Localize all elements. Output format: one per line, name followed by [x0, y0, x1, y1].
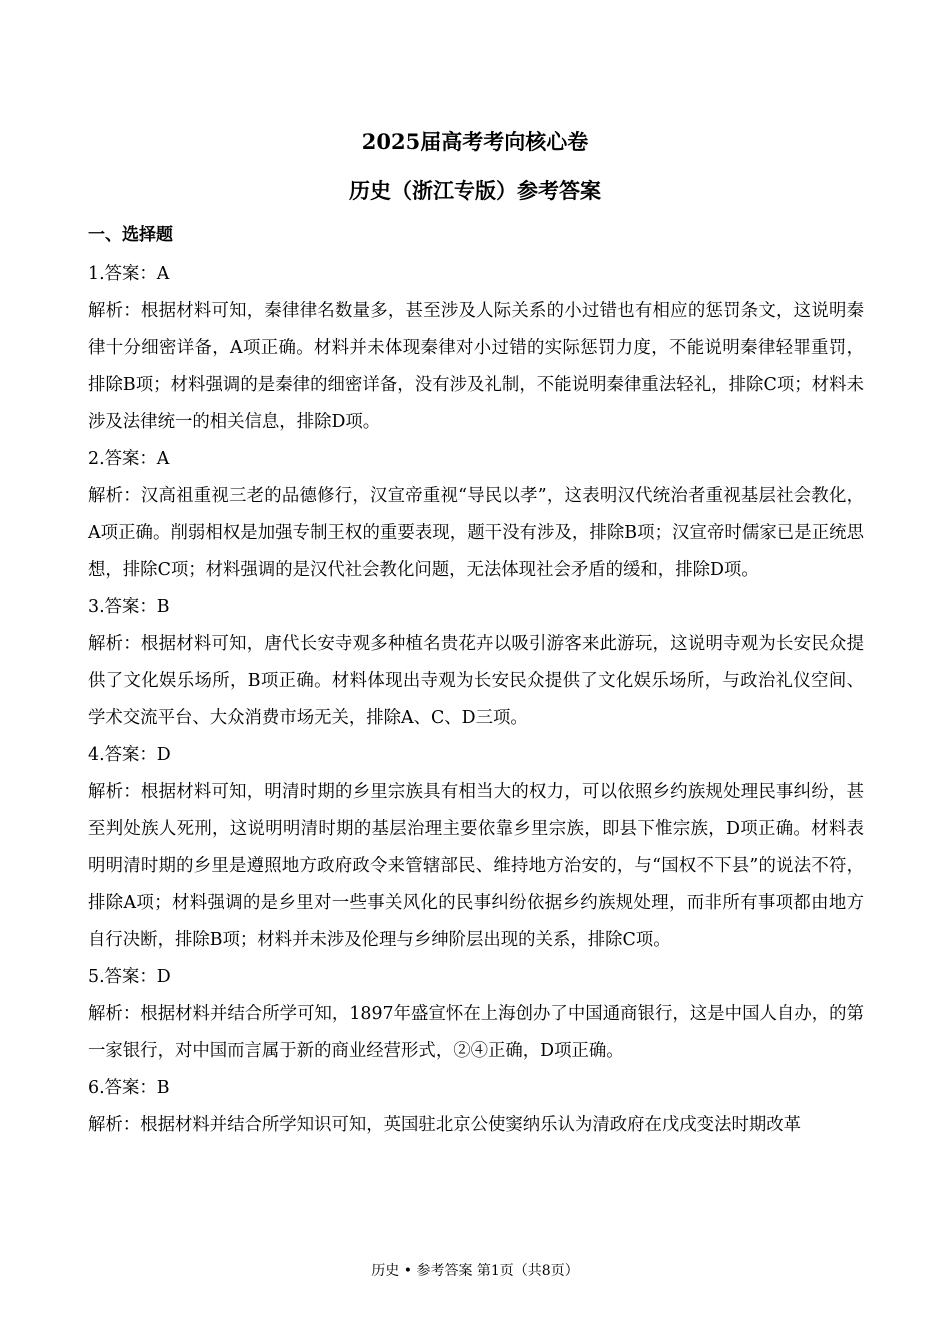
answer-line: 5.答案：D: [88, 967, 171, 987]
section-heading: 一、选择题: [88, 225, 173, 245]
explanation-paragraph: 解析：根据材料可知，秦律律名数量多，甚至涉及人际关系的小过错也有相应的惩罚条文，这说明秦律十分细密详备，A项正确。材料并未体现秦律对小过错的实际惩罚力度，不能说明秦律轻罪重罚，排除B项；材料强调的是秦律的细密详备，没有涉及礼制，不能说明秦律重法轻礼，排除C项；材料未涉及法律统一的相关信息，排除D项。: [88, 301, 864, 432]
answer-line: 1.答案：A: [88, 264, 170, 284]
document-subtitle: 历史（浙江专版）参考答案: [349, 178, 601, 203]
explanation-paragraph: 解析：根据材料并结合所学可知，1897年盛宣怀在上海创办了中国通商银行，这是中国人自办，的第一家银行，对中国而言属于新的商业经营形式，②④正确，D项正确。: [88, 1004, 864, 1061]
answer-list: [88, 256, 864, 1144]
answer-line: 6.答案：B: [88, 1078, 170, 1098]
answer-line: 4.答案：D: [88, 745, 171, 765]
explanation-paragraph: 解析：根据材料可知，明清时期的乡里宗族具有相当大的权力，可以依照乡约族规处理民事纠纷，甚至判处族人死刑，这说明明清时期的基层治理主要依靠乡里宗族，即县下惟宗族，D项正确。材料表明明清时期的乡里是遵照地方政府政令来管辖部民、维持地方治安的，与“国权不下县”的说法不符，排除A项；材料强调的是乡里对一些事关风化的民事纠纷依据乡约族规处理，而非所有事项都由地方自行决断，排除B项；材料并未涉及伦理与乡绅阶层出现的关系，排除C项。: [88, 782, 864, 950]
document-title: 2025届高考考向核心卷: [361, 129, 589, 154]
answer-line: 2.答案：A: [88, 449, 170, 469]
explanation-paragraph: 解析：根据材料可知，唐代长安寺观多种植名贵花卉以吸引游客来此游玩，这说明寺观为长安民众提供了文化娱乐场所，B项正确。材料体现出寺观为长安民众提供了文化娱乐场所，与政治礼仪空间、学术交流平台、大众消费市场无关，排除A、C、D三项。: [88, 634, 864, 728]
explanation-paragraph: 解析：汉高祖重视三老的品德修行，汉宣帝重视“导民以孝”，这表明汉代统治者重视基层社会教化，A项正确。削弱相权是加强专制王权的重要表现，题干没有涉及，排除B项；汉宣帝时儒家已是正统思想，排除C项；材料强调的是汉代社会教化问题，无法体现社会矛盾的缓和，排除D项。: [88, 486, 864, 580]
answer-line: 3.答案：B: [88, 597, 170, 617]
page-footer: 历史 • 参考答案 第1页（共8页）: [371, 1263, 579, 1279]
explanation-paragraph: 解析：根据材料并结合所学知识可知，英国驻北京公使窦纳乐认为清政府在戊戌变法时期改革: [88, 1115, 802, 1135]
